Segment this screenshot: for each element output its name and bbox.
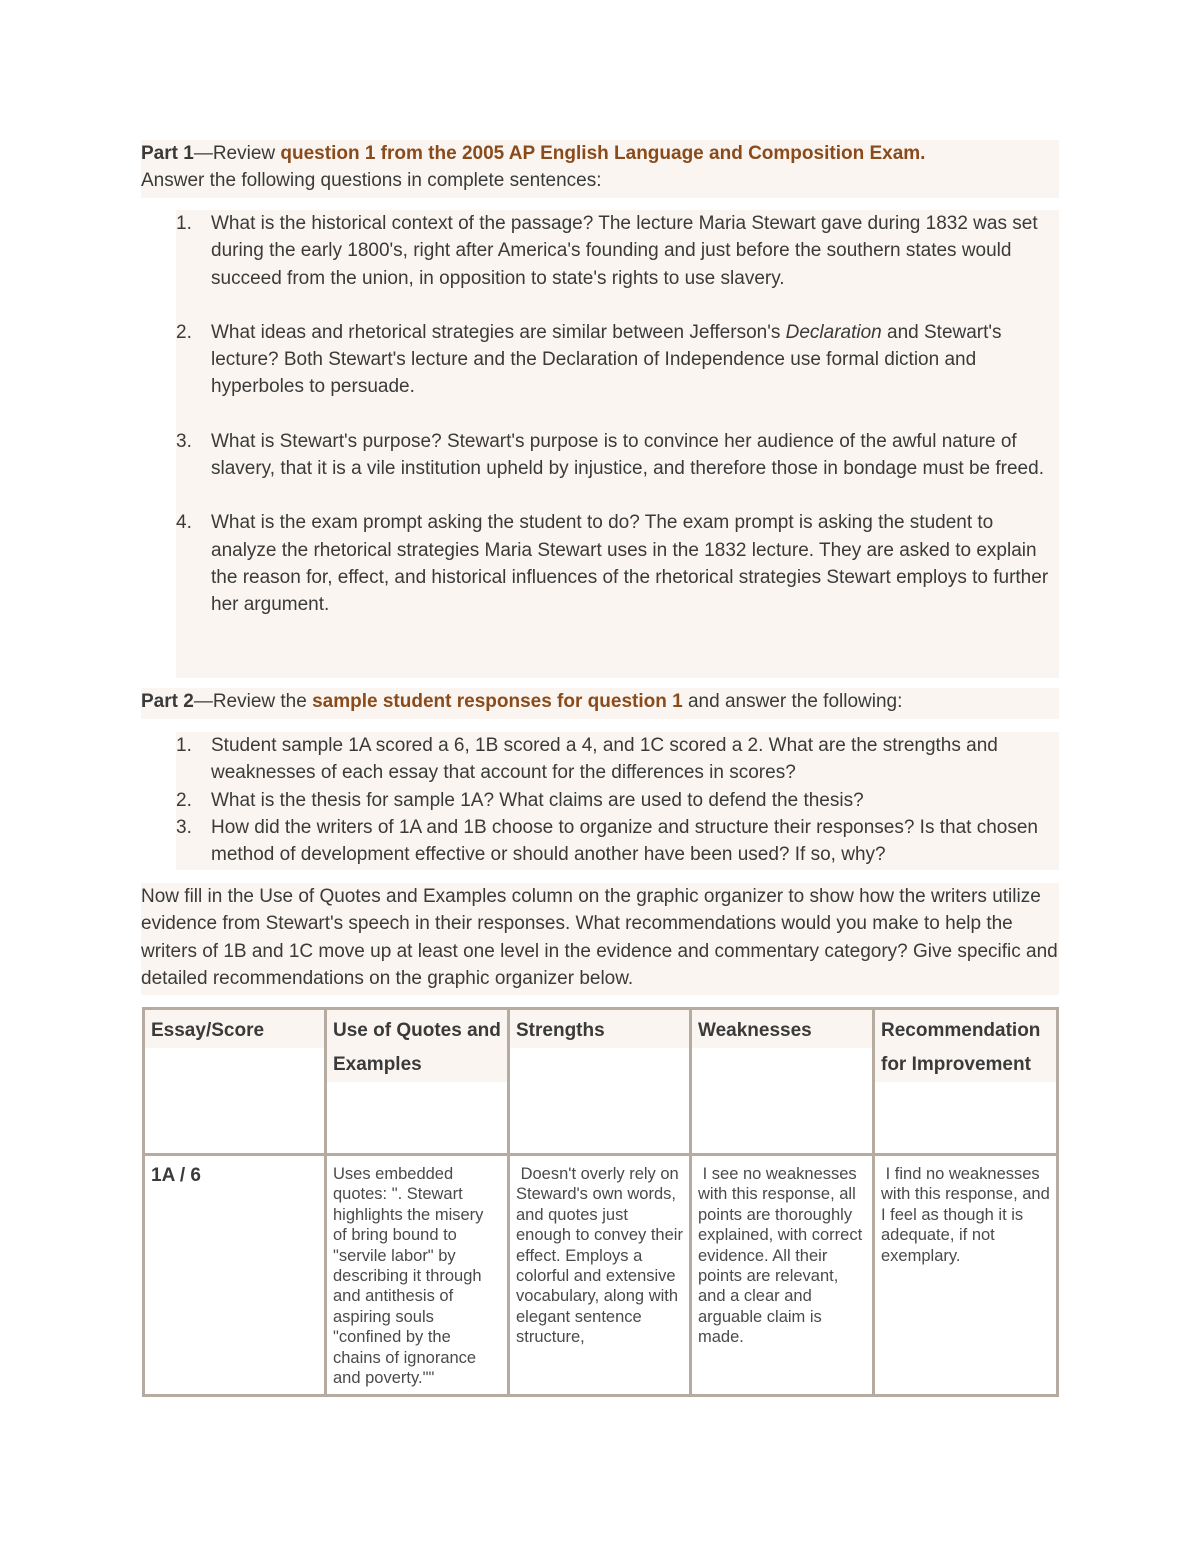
question-text: What is Stewart's purpose? Stewart's purpose is to convince her audience of the awful nature of slavery, that it is a vile institution upheld by injustice, and therefore those in bondage must be freed.	[211, 430, 1044, 480]
organizer-instructions: Now fill in the Use of Quotes and Examples column on the graphic organizer to show how the writers utilize evidence from Stewart's speech in their responses. What recommendations would you make to help the writers of 1B and 1C move up at least one level in the evidence and commentary category? Give specific and detailed recommendations on the graphic organizer below.	[141, 883, 1059, 995]
question-number: 2.	[176, 789, 192, 811]
part2-question-3	[176, 814, 1059, 869]
part2-label: Part 2	[141, 691, 194, 712]
part1-label: Part 1	[141, 143, 194, 164]
question-text-end: and Stewart's lecture? Both Stewart's lecture and the Declaration of Independence use formal diction and hyperboles to persuade.	[211, 321, 1002, 398]
table-row	[144, 1155, 1058, 1396]
cell-recommendation[interactable]: I find no weaknesses with this response, and I feel as though it is adequate, if not exemplary.	[874, 1155, 1058, 1396]
question-number: 3.	[176, 816, 192, 838]
part1-question-1	[176, 210, 1059, 292]
question-text-emphasis: Declaration	[785, 321, 882, 343]
part1-question-3	[176, 428, 1059, 483]
graphic-organizer-table	[142, 1007, 1059, 1397]
part1-exam-link[interactable]: question 1 from the 2005 AP English Language and Composition Exam.	[280, 143, 926, 164]
cell-strengths[interactable]: Doesn't overly rely on Steward's own words, and quotes just enough to convey their effect. Employs a colorful and extensive vocabulary, along with elegant sentence structure,	[509, 1155, 691, 1396]
part2-samples-link[interactable]: sample student responses for question 1	[312, 691, 683, 712]
question-text-start: What ideas and rhetorical strategies are similar between Jefferson's	[211, 321, 786, 343]
part1-question-2	[176, 319, 1059, 401]
header-strengths: Strengths	[509, 1009, 691, 1155]
part1-heading	[141, 140, 1059, 198]
part2-dash: —Review the	[193, 691, 313, 712]
part1-question-4	[176, 509, 1059, 618]
question-text: Student sample 1A scored a 6, 1B scored a 4, and 1C scored a 2. What are the strengths and weaknesses of each essay that account for the differences in scores?	[211, 735, 998, 784]
question-number: 1.	[176, 735, 192, 756]
part1-instruction: Answer the following questions in complete sentences:	[141, 170, 602, 191]
part2-question-list	[176, 732, 1059, 870]
question-number: 3.	[176, 430, 192, 452]
question-text: What is the exam prompt asking the student to do? The exam prompt is asking the student to analyze the rhetorical strategies Maria Stewart uses in the 1832 lecture. They are asked to explain the reason for, effect, and historical influences of the rhetorical strategies Stewart employs to further her argument.	[211, 512, 1049, 616]
cell-weaknesses[interactable]: I see no weaknesses with this response, all points are thoroughly explained, with correct evidence. All their points are relevant, and a clear and arguable claim is made.	[691, 1155, 874, 1396]
header-weaknesses: Weaknesses	[691, 1009, 874, 1155]
question-text: How did the writers of 1A and 1B choose to organize and structure their responses? Is that chosen method of development effective or should another have been used? If so, why?	[211, 816, 1038, 866]
part2-tail: and answer the following:	[682, 691, 903, 712]
question-number: 4.	[176, 512, 192, 534]
question-number: 2.	[176, 321, 192, 343]
part1-dash: —Review	[193, 143, 281, 164]
part2-heading	[141, 688, 1059, 719]
part2-question-1	[176, 732, 1059, 787]
question-number: 1.	[176, 213, 192, 234]
part2-question-2	[176, 787, 1059, 814]
part1-question-list	[176, 210, 1059, 678]
header-recommendation: Recommendation for Improvement	[874, 1009, 1058, 1155]
header-essay-score: Essay/Score	[144, 1009, 326, 1155]
question-text: What is the thesis for sample 1A? What claims are used to defend the thesis?	[211, 789, 864, 811]
cell-use-of-quotes[interactable]: Uses embedded quotes: ". Stewart highlights the misery of bring bound to "servile labor" by describing it through and antithesis of aspiring souls "confined by the chains of ignorance and poverty.""	[326, 1155, 509, 1396]
question-text: What is the historical context of the passage? The lecture Maria Stewart gave during 1832 was set during the early 1800's, right after America's founding and just before the southern states would succeed from the union, in opposition to state's rights to use slavery.	[211, 213, 1038, 289]
cell-essay-score[interactable]: 1A / 6	[144, 1155, 326, 1396]
header-use-of-quotes: Use of Quotes and Examples	[326, 1009, 509, 1155]
table-header-row	[144, 1009, 1058, 1155]
